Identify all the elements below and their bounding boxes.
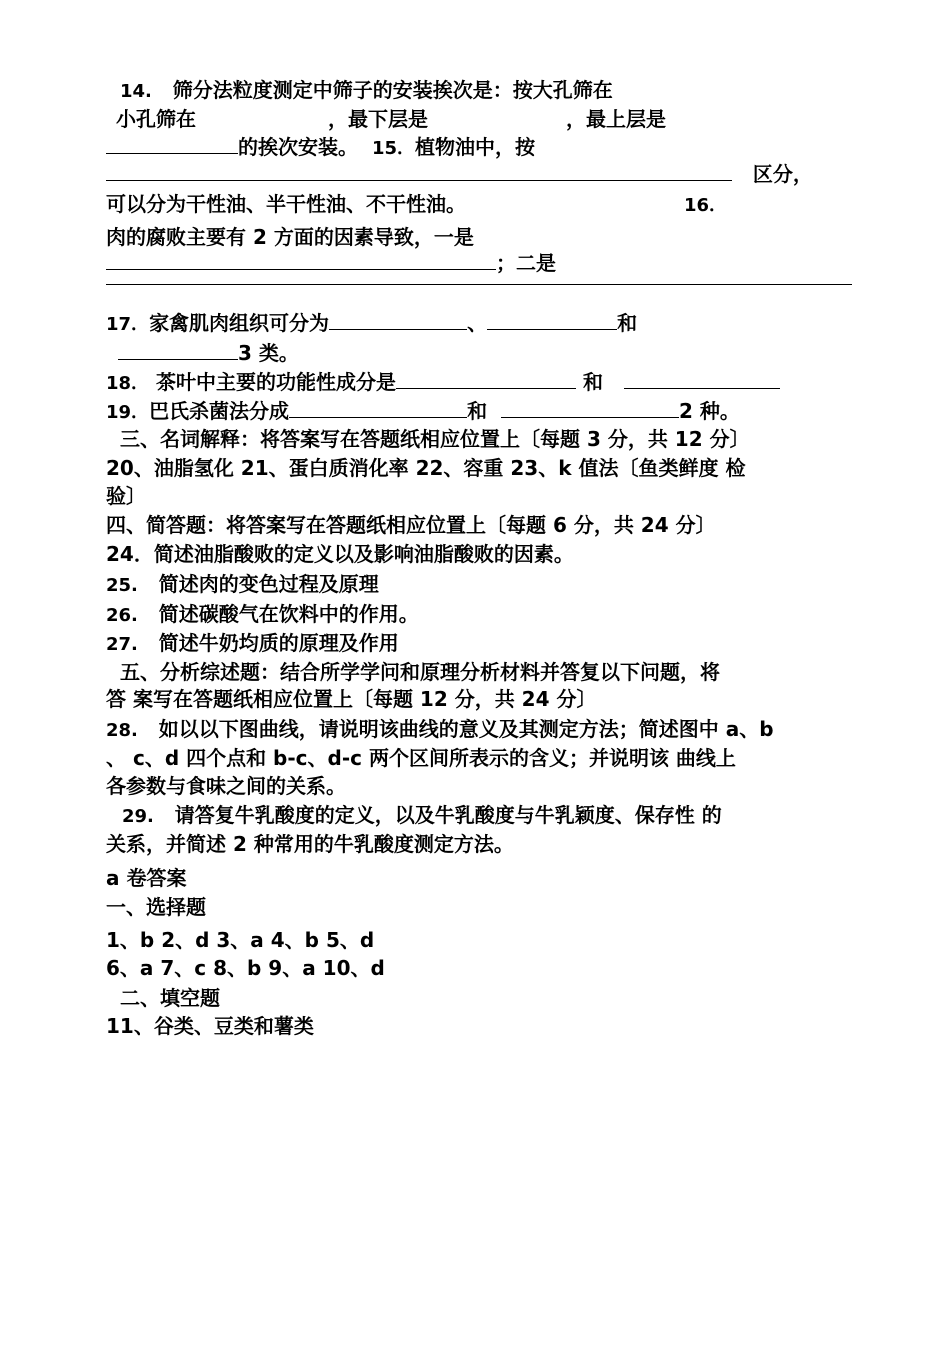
q26-text: 简述碳酸气在饮料中的作用。 xyxy=(158,602,419,626)
section3-items-1: 20、油脂氢化 21、蛋白质消化率 22、容重 23、k 值法〔鱼类鲜度 检 xyxy=(106,456,746,480)
q15-number: 15． xyxy=(371,138,415,159)
q14-line1 xyxy=(120,77,613,105)
q17-text1: 家禽肌肉组织可分为 xyxy=(149,311,330,335)
q16-blank-2[interactable] xyxy=(106,284,852,285)
q16-line2 xyxy=(106,249,556,276)
q14-blank-3[interactable] xyxy=(106,133,238,154)
q16-text1: 肉的腐败主要有 2 方面的因素导致，一是 xyxy=(106,225,474,249)
q29-text1: 请答复牛乳酸度的定义，以及牛乳酸度与牛乳颖度、保存性 的 xyxy=(174,803,722,827)
q18-line xyxy=(106,368,780,397)
answers-row1: 1、b 2、d 3、a 4、b 5、d xyxy=(106,928,375,952)
section5-title-2: 答 案写在答题纸相应位置上〔每题 12 分，共 24 分〕 xyxy=(106,687,597,711)
q26-number: 26. xyxy=(106,605,138,626)
section3-title: 三、名词解释：将答案写在答题纸相应位置上〔每题 3 分，共 12 分〕 xyxy=(120,427,750,451)
q25-number: 25. xyxy=(106,575,138,596)
q17-number: 17． xyxy=(106,314,150,335)
q28-line3: 各参数与食味之间的关系。 xyxy=(106,774,346,798)
q14-text2a: 小孔筛在 xyxy=(116,107,196,131)
section5-title-1: 五、分析综述题：结合所学学问和原理分析材料并答复以下问题，将 xyxy=(120,660,720,684)
answers-q11: 11、谷类、豆类和薯类 xyxy=(106,1014,314,1038)
q14-line3 xyxy=(106,133,535,162)
q28-line1 xyxy=(106,716,774,744)
q15-blank[interactable] xyxy=(106,160,732,181)
q14-text1: 筛分法粒度测定中筛子的安装挨次是：按大孔筛在 xyxy=(172,78,613,102)
q17-blank-2[interactable] xyxy=(487,309,617,330)
q16-number: 16． xyxy=(684,195,728,216)
q14-line2 xyxy=(116,106,666,132)
q29-line1 xyxy=(122,802,722,830)
q18-and: 和 xyxy=(583,370,603,394)
q16-line1 xyxy=(106,224,474,250)
q16-number-row xyxy=(684,191,727,219)
section4-title: 四、简答题：将答案写在答题纸相应位置上〔每题 6 分，共 24 分〕 xyxy=(106,513,716,537)
answers-row2: 6、a 7、c 8、b 9、a 10、d xyxy=(106,956,385,980)
q17-line2 xyxy=(118,339,299,366)
q18-blank-1[interactable] xyxy=(396,368,576,389)
q27-text: 简述牛奶均质的原理及作用 xyxy=(158,631,399,655)
q17-text2: 3 类。 xyxy=(238,341,299,365)
answers-title: a 卷答案 xyxy=(106,866,187,890)
q27 xyxy=(106,630,399,658)
q14-text3: 的挨次安装。 xyxy=(238,135,358,159)
q18-blank-2[interactable] xyxy=(624,368,780,389)
q18-text1: 茶叶中主要的功能性成分是 xyxy=(156,370,397,394)
q29-number: 29. xyxy=(122,806,154,827)
q28-line2: 、 c、d 四个点和 b-c、d-c 两个区间所表示的含义；并说明该 曲线上 xyxy=(106,746,736,770)
q14-text2c: ，最上层是 xyxy=(566,107,666,131)
q29-line2: 关系，并简述 2 种常用的牛乳酸度测定方法。 xyxy=(106,832,514,856)
q28-text1: 如以以下图曲线，请说明该曲线的意义及其测定方法；简述图中 a、b xyxy=(158,717,774,741)
q15-text1: 植物油中，按 xyxy=(415,135,535,159)
q15-line2 xyxy=(106,160,813,187)
q15-text2: 区分， xyxy=(752,162,813,186)
answers-section1: 一、选择题 xyxy=(106,895,206,919)
q19-text1: 巴氏杀菌法分成 xyxy=(149,399,290,423)
q15-text3: 可以分为干性油、半干性油、不干性油。 xyxy=(106,192,466,216)
q19-number: 19． xyxy=(106,402,150,423)
q19-text2: 2 种。 xyxy=(679,399,740,423)
q18-number: 18． xyxy=(106,373,150,394)
q17-line1 xyxy=(106,309,637,338)
q19-blank-1[interactable] xyxy=(289,397,467,418)
q17-blank-3[interactable] xyxy=(118,339,238,360)
q28-number: 28. xyxy=(106,720,138,741)
q19-line xyxy=(106,397,740,426)
q19-blank-2[interactable] xyxy=(501,397,679,418)
q27-number: 27. xyxy=(106,634,138,655)
q24: 24．简述油脂酸败的定义以及影响油脂酸败的因素。 xyxy=(106,542,574,566)
answers-section2: 二、填空题 xyxy=(120,986,220,1010)
q16-text2: ；二是 xyxy=(496,251,556,275)
q19-and: 和 xyxy=(467,399,488,423)
q26 xyxy=(106,601,419,629)
q14-number: 14. xyxy=(120,81,152,102)
section3-items-2: 验〕 xyxy=(106,484,146,508)
q25 xyxy=(106,571,379,599)
q25-text: 简述肉的变色过程及原理 xyxy=(158,572,379,596)
q17-sep: 、 xyxy=(467,311,488,335)
q17-and: 和 xyxy=(617,311,638,335)
q16-blank-1[interactable] xyxy=(106,249,496,270)
q17-blank-1[interactable] xyxy=(329,309,467,330)
q15-line3 xyxy=(106,191,466,217)
q14-text2b: ，最下层是 xyxy=(328,107,428,131)
